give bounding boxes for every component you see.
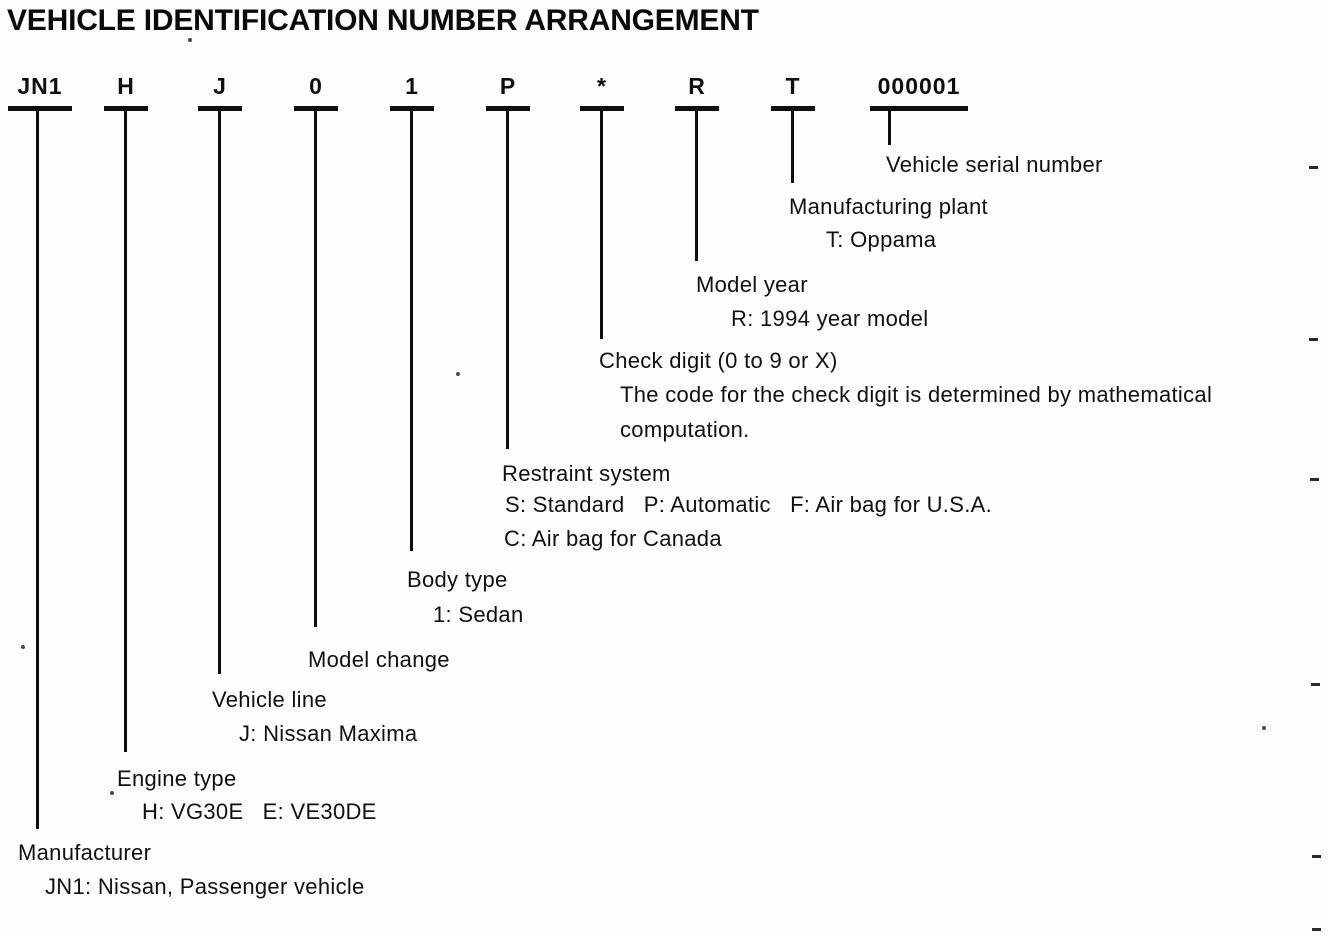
vin-code: 1	[405, 73, 419, 99]
vin-code: JN1	[17, 73, 63, 99]
scan-mark-dot	[188, 38, 192, 42]
detail-restraint-system-1: S: Standard P: Automatic F: Air bag for U.S.A.	[505, 492, 992, 517]
scan-mark-dot	[456, 372, 460, 376]
detail-restraint-system-2: C: Air bag for Canada	[504, 526, 722, 551]
label-model-year: Model year	[696, 272, 808, 297]
vin-segment-manufacturer	[8, 70, 72, 111]
vin-segment-model-year	[675, 70, 719, 111]
label-engine-type: Engine type	[117, 766, 237, 791]
detail-check-digit-2: computation.	[620, 417, 750, 442]
leader-line-vehicle-line	[218, 111, 221, 674]
vin-code: T	[785, 73, 801, 99]
vin-segment-vehicle-line	[198, 70, 242, 111]
scan-mark-dash	[1309, 166, 1318, 169]
detail-vehicle-line: J: Nissan Maxima	[239, 721, 418, 746]
page-title: VEHICLE IDENTIFICATION NUMBER ARRANGEMENT	[7, 4, 759, 37]
code-underline	[870, 106, 968, 111]
vin-segment-body-type	[390, 70, 434, 111]
vin-code: H	[117, 73, 135, 99]
vin-code: 0	[309, 73, 323, 99]
label-check-digit: Check digit (0 to 9 or X)	[599, 348, 838, 373]
vin-segment-restraint	[486, 70, 530, 111]
detail-manufacturer: JN1: Nissan, Passenger vehicle	[45, 874, 365, 899]
scan-mark-dash	[1310, 478, 1319, 481]
scan-mark-dot	[110, 791, 114, 795]
leader-line-check-digit	[600, 111, 603, 339]
leader-line-manufacturer	[36, 111, 39, 829]
detail-model-year: R: 1994 year model	[731, 306, 929, 331]
vin-code: *	[597, 73, 607, 99]
vin-code: P	[499, 73, 517, 99]
detail-body-type: 1: Sedan	[433, 602, 524, 627]
scan-mark-dash	[1309, 338, 1318, 341]
scan-mark-dash	[1312, 928, 1321, 931]
label-restraint-system: Restraint system	[502, 461, 671, 486]
leader-line-restraint	[506, 111, 509, 449]
label-body-type: Body type	[407, 567, 508, 592]
vin-segment-plant	[771, 70, 815, 111]
leader-line-engine	[124, 111, 127, 752]
leader-line-model-change	[314, 111, 317, 627]
vin-segment-model-change	[294, 70, 338, 111]
detail-check-digit-1: The code for the check digit is determined by mathematical	[620, 382, 1213, 407]
label-vehicle-line: Vehicle line	[212, 687, 327, 712]
detail-manufacturing-plant: T: Oppama	[826, 227, 937, 252]
scan-mark-dot	[1262, 726, 1266, 730]
scan-mark-dot	[21, 645, 25, 649]
scan-mark-dash	[1312, 855, 1321, 858]
leader-line-body-type	[410, 111, 413, 551]
code-underline	[8, 106, 72, 111]
leader-line-model-year	[695, 111, 698, 261]
leader-line-serial	[888, 111, 891, 145]
vin-code: J	[213, 73, 227, 99]
vin-segment-check-digit	[580, 70, 624, 111]
label-model-change: Model change	[308, 647, 450, 672]
vin-code: 000001	[877, 73, 961, 99]
vin-code: R	[688, 73, 706, 99]
vin-segment-engine	[104, 70, 148, 111]
detail-engine-type: H: VG30E E: VE30DE	[142, 799, 377, 824]
vin-segment-serial	[870, 70, 968, 111]
label-manufacturing-plant: Manufacturing plant	[789, 194, 988, 219]
label-vehicle-serial-number: Vehicle serial number	[886, 152, 1103, 177]
scan-mark-dash	[1311, 683, 1320, 686]
label-manufacturer: Manufacturer	[18, 840, 152, 865]
leader-line-plant	[791, 111, 794, 183]
